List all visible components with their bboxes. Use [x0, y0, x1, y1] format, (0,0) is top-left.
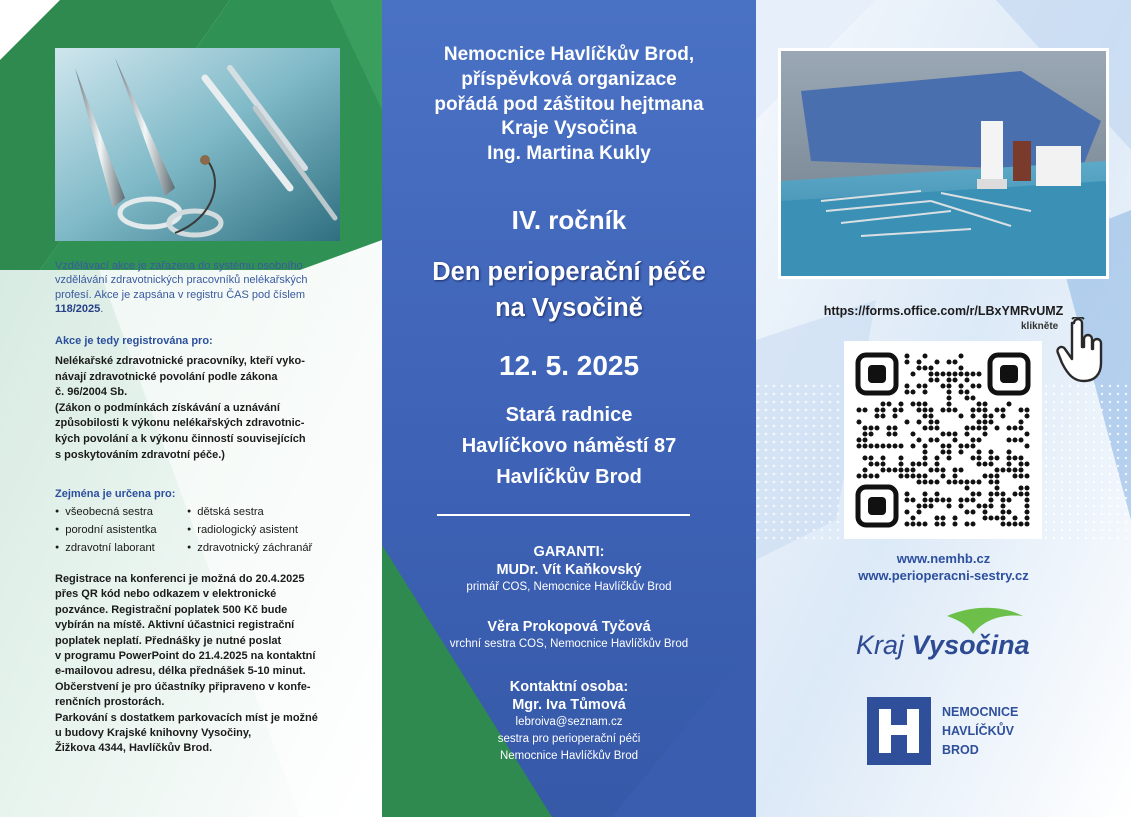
qr-code[interactable]	[844, 341, 1042, 539]
event-venue: Stará radnice Havlíčkovo náměstí 87 Havlíčkův Brod	[461, 404, 677, 488]
left-panel	[0, 0, 382, 817]
list-item: ● zdravotní laborant	[55, 540, 187, 556]
event-edition: IV. ročník	[511, 205, 627, 235]
contact-name: Mgr. Iva Tůmová	[512, 697, 626, 713]
contact-section	[382, 678, 756, 765]
kraj-vysocina-logo: Kraj Vysočina	[856, 630, 1030, 660]
website-link[interactable]: www.perioperacni-sestry.cz	[858, 568, 1029, 583]
list-item: ● všeobecná sestra	[55, 504, 187, 520]
click-here-label: klikněte	[1021, 321, 1059, 332]
contact-organization: Nemocnice Havlíčkův Brod	[499, 750, 639, 762]
hospital-logo-icon	[867, 697, 931, 765]
registered-for-heading: Akce je tedy registrována pro:	[55, 335, 213, 347]
website-link[interactable]: www.nemhb.cz	[896, 551, 991, 566]
divider	[437, 514, 690, 516]
contact-role: sestra pro perioperační péči	[497, 733, 641, 745]
list-item: ● zdravotnický záchranář	[187, 540, 337, 556]
guarantor-role: vrchní sestra COS, Nemocnice Havlíčkův Brod	[449, 638, 689, 650]
target-audience-list	[55, 504, 338, 556]
website-links	[756, 550, 1131, 584]
right-panel	[756, 0, 1131, 817]
contact-email[interactable]: lebroiva@seznam.cz	[515, 716, 623, 728]
pointing-hand-icon	[1056, 317, 1106, 383]
contact-heading: Kontaktní osoba:	[509, 679, 629, 695]
target-audience-heading: Zejména je určena pro:	[55, 488, 176, 500]
guarantor-name: MUDr. Vít Kaňkovský	[496, 562, 642, 578]
middle-panel	[382, 0, 756, 817]
guarantor-name: Věra Prokopová Tyčová	[487, 619, 651, 635]
registration-form-link[interactable]: https://forms.office.com/r/LBxYMRvUMZ	[823, 304, 1064, 318]
operating-room-photo	[778, 48, 1109, 279]
registered-for-text: Nelékařské zdravotnické pracovníky, kteří vyko- návají zdravotnické povolání podle zákona č. 96/2004 Sb. (Zákon o podmínkách získávání a uznávání způsobilosti k výkonu nelékařských zdravotnic- kých povolání a k výkonu činností souvisejících s poskytováním zdravotní péče.)	[55, 355, 306, 461]
guarantor-role: primář COS, Nemocnice Havlíčkův Brod	[466, 581, 672, 593]
list-item: ● porodní asistentka	[55, 522, 187, 538]
guarantors-heading: GARANTI:	[533, 544, 605, 560]
guarantors-section	[382, 543, 756, 653]
hospital-logo-text: NEMOCNICE HAVLÍČKŮV BROD	[942, 705, 1019, 757]
registration-intro-text: Vzdělávací akce je zařazena do systému osobního vzdělávání zdravotnických pracovníků nelékařských profesí. Akce je zapsána v registru ČAS pod číslem 118/2025.	[55, 260, 308, 316]
list-item: ● radiologický asistent	[187, 522, 337, 538]
event-title: Den perioperační péče na Vysočině	[432, 258, 706, 322]
surgical-instruments-photo	[55, 48, 340, 241]
event-date: 12. 5. 2025	[498, 350, 640, 381]
registration-info-text: Registrace na konferenci je možná do 20.4.2025 přes QR kód nebo odkazem v elektronické pozvánce. Registrační poplatek 500 Kč bude vybírán na místě. Aktivní účastnici registrační poplatek neplatí. Přednášky je nutné poslat v programu PowerPoint do 21.4.2025 na kontaktní e-mailovou adresu, délka přednášek 5-10 minut. Občerstvení je pro účastníky připraveno v konfe- renčních prostorách. Parkování s dostatkem parkovacích míst je možné u budovy Krajské knihovny Vysočiny, Žižkova 4344, Havlíčkův Brod.	[55, 573, 318, 755]
organizer-text: Nemocnice Havlíčkův Brod, příspěvková organizace pořádá pod záštitou hejtmana Kraje Vysočina Ing. Martina Kukly	[434, 44, 704, 165]
list-item: ● dětská sestra	[187, 504, 337, 520]
